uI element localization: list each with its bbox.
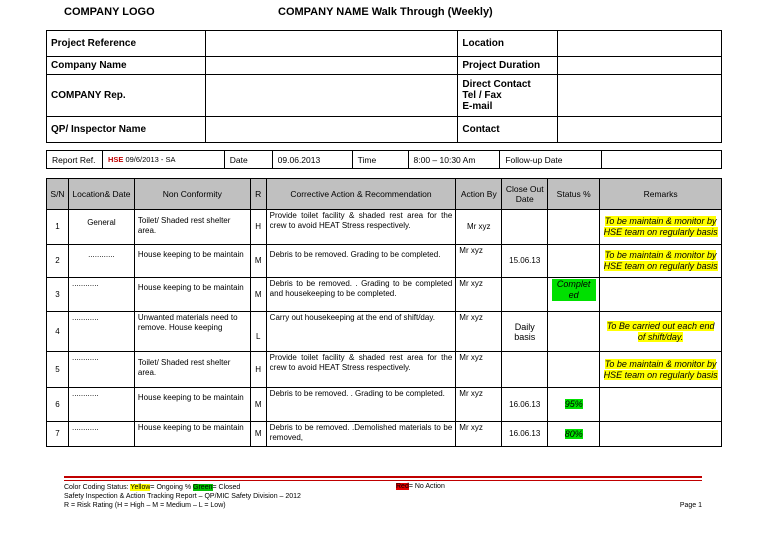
footer-rule-bottom <box>64 480 702 481</box>
row-nonconformity: Toilet/ Shaded rest shelter area. <box>134 210 250 245</box>
color-coding-legend <box>64 483 301 492</box>
legend-red-item <box>396 483 445 490</box>
row-remarks <box>600 312 722 352</box>
report-ref-value <box>102 151 224 169</box>
row-sn: 5 <box>47 352 69 388</box>
row-status <box>548 312 600 352</box>
legend-yellow-meaning: = Ongoing % <box>150 484 194 491</box>
row-risk: L <box>250 312 266 352</box>
project-duration-field[interactable] <box>558 57 722 75</box>
project-info-table <box>46 30 722 143</box>
table-row <box>47 245 722 278</box>
footer-notes <box>64 483 301 510</box>
page-title: COMPANY NAME Walk Through (Weekly) <box>278 6 493 18</box>
row-risk: H <box>250 352 266 388</box>
email-text: E-mail <box>462 101 493 112</box>
direct-contact-text: Direct Contact <box>462 79 531 90</box>
table-row <box>47 388 722 422</box>
row-location: ............ <box>68 352 134 388</box>
row-status <box>548 245 600 278</box>
row-status <box>548 352 600 388</box>
header-corrective: Corrective Action & Recommendation <box>266 179 456 210</box>
header-status: Status % <box>548 179 600 210</box>
row-corrective: Provide toilet facility & shaded rest area for the crew to avoid HEAT Stress respectively. <box>266 210 456 245</box>
row-close-out <box>502 352 548 388</box>
row-sn: 6 <box>47 388 69 422</box>
row-nonconformity: House keeping to be maintain <box>134 422 250 447</box>
report-ref-table <box>46 150 722 169</box>
row-corrective: Debris to be removed. . Grading to be completed. <box>266 388 456 422</box>
row-nonconformity: House keeping to be maintain <box>134 278 250 312</box>
row-location: ............ <box>68 312 134 352</box>
row-remarks <box>600 388 722 422</box>
company-name-label: Company Name <box>47 57 206 75</box>
row-risk: M <box>250 388 266 422</box>
row-location: ............ <box>68 388 134 422</box>
row-risk: H <box>250 210 266 245</box>
date-value: 09.06.2013 <box>272 151 352 169</box>
header-action-by: Action By <box>456 179 502 210</box>
row-close-out: Daily basis <box>502 312 548 352</box>
row-close-out: 16.06.13 <box>502 388 548 422</box>
project-duration-label: Project Duration <box>458 57 558 75</box>
row-location: ............ <box>68 278 134 312</box>
row-remarks <box>600 352 722 388</box>
legend-yellow: Yellow <box>130 484 151 491</box>
remark-highlight: To be maintain & monitor by HSE team on regularly basis <box>603 216 718 237</box>
page-number: Page 1 <box>679 502 702 509</box>
footer-rule-top <box>64 476 702 478</box>
row-remarks <box>600 278 722 312</box>
row-risk: M <box>250 278 266 312</box>
row-action-by: Mr xyz <box>456 352 502 388</box>
legend-red: Red <box>396 483 409 490</box>
row-corrective: Carry out housekeeping at the end of shift/day. <box>266 312 456 352</box>
row-risk: M <box>250 422 266 447</box>
row-close-out: 15.06.13 <box>502 245 548 278</box>
status-highlight: 80% <box>564 428 583 439</box>
legend-green: Green <box>193 484 213 491</box>
qp-inspector-label: QP/ Inspector Name <box>47 117 206 143</box>
contact-field[interactable] <box>558 117 722 143</box>
row-action-by: Mr xyz <box>456 278 502 312</box>
company-rep-label: COMPANY Rep. <box>47 75 206 117</box>
row-sn: 4 <box>47 312 69 352</box>
row-nonconformity: House keeping to be maintain <box>134 388 250 422</box>
row-risk: M <box>250 245 266 278</box>
row-corrective: Debris to be removed. . Grading to be completed and housekeeping to be completed. <box>266 278 456 312</box>
row-close-out: 16.06.13 <box>502 422 548 447</box>
row-action-by: Mr xyz <box>456 245 502 278</box>
walkthrough-table <box>46 178 722 447</box>
report-ref-number: 09/6/2013 - SA <box>123 155 176 164</box>
header-location: Location& Date <box>68 179 134 210</box>
row-status <box>548 422 600 447</box>
row-nonconformity: Toilet/ Shaded rest shelter area. <box>134 352 250 388</box>
legend-red-meaning: = No Action <box>408 483 445 490</box>
time-label: Time <box>352 151 408 169</box>
header-nonconformity: Non Conformity <box>134 179 250 210</box>
time-value: 8:00 – 10:30 Am <box>408 151 500 169</box>
row-corrective: Provide toilet facility & shaded rest area for the crew to avoid HEAT Stress respectively. <box>266 352 456 388</box>
company-logo-label: COMPANY LOGO <box>64 6 155 18</box>
color-coding-prefix: Color Coding Status: <box>64 484 131 491</box>
row-sn: 2 <box>47 245 69 278</box>
company-name-field[interactable] <box>205 57 458 75</box>
row-remarks <box>600 210 722 245</box>
row-location: ............ <box>68 422 134 447</box>
row-corrective: Debris to be removed. Grading to be completed. <box>266 245 456 278</box>
row-sn: 1 <box>47 210 69 245</box>
direct-contact-field[interactable] <box>558 75 722 117</box>
row-sn: 3 <box>47 278 69 312</box>
location-field[interactable] <box>558 31 722 57</box>
row-action-by: Mr xyz <box>456 422 502 447</box>
tel-fax-text: Tel / Fax <box>462 90 502 101</box>
footer-risk-line: R = Risk Rating (H = High – M = Medium – L = Low) <box>64 502 226 509</box>
direct-contact-label <box>458 75 558 117</box>
row-action-by: Mr xyz <box>456 388 502 422</box>
hse-tag: HSE <box>107 155 124 164</box>
row-status <box>548 388 600 422</box>
location-label: Location <box>458 31 558 57</box>
row-sn: 7 <box>47 422 69 447</box>
legend-green-meaning: = Closed <box>212 484 241 491</box>
row-status <box>548 278 600 312</box>
row-location: General <box>68 210 134 245</box>
row-action-by: Mr xyz <box>456 210 502 245</box>
qp-inspector-field[interactable] <box>205 117 458 143</box>
project-reference-field[interactable] <box>205 31 458 57</box>
followup-date-field[interactable] <box>602 151 722 169</box>
row-action-by: Mr xyz <box>456 312 502 352</box>
row-location: ............ <box>68 245 134 278</box>
remark-highlight: To be maintain & monitor by HSE team on regularly basis <box>603 358 718 380</box>
company-rep-field[interactable] <box>205 75 458 117</box>
table-row <box>47 352 722 388</box>
table-row <box>47 422 722 447</box>
row-corrective: Debris to be removed. .Demolished materials to be removed, <box>266 422 456 447</box>
row-close-out <box>502 278 548 312</box>
followup-date-label: Follow-up Date <box>500 151 602 169</box>
table-row <box>47 210 722 245</box>
row-status <box>548 210 600 245</box>
table-row <box>47 278 722 312</box>
remark-highlight: To be maintain & monitor by HSE team on regularly basis <box>603 250 718 271</box>
row-close-out <box>502 210 548 245</box>
date-label: Date <box>224 151 272 169</box>
header-risk: R <box>250 179 266 210</box>
header-close-out: Close Out Date <box>502 179 548 210</box>
header-remarks: Remarks <box>600 179 722 210</box>
row-nonconformity: House keeping to be maintain <box>134 245 250 278</box>
row-remarks <box>600 422 722 447</box>
table-header-row <box>47 179 722 210</box>
remark-highlight: To Be carried out each end of shift/day. <box>606 320 715 342</box>
project-reference-label: Project Reference <box>47 31 206 57</box>
header-sn: S/N <box>47 179 69 210</box>
table-row <box>47 312 722 352</box>
row-remarks <box>600 245 722 278</box>
status-highlight: Complet ed <box>552 279 596 301</box>
report-ref-label: Report Ref. <box>47 151 103 169</box>
status-highlight: 95% <box>564 399 583 409</box>
row-nonconformity: Unwanted materials need to remove. House keeping <box>134 312 250 352</box>
contact-label: Contact <box>458 117 558 143</box>
footer-report-line: Safety Inspection & Action Tracking Report – QP/MIC Safety Division – 2012 <box>64 493 301 500</box>
